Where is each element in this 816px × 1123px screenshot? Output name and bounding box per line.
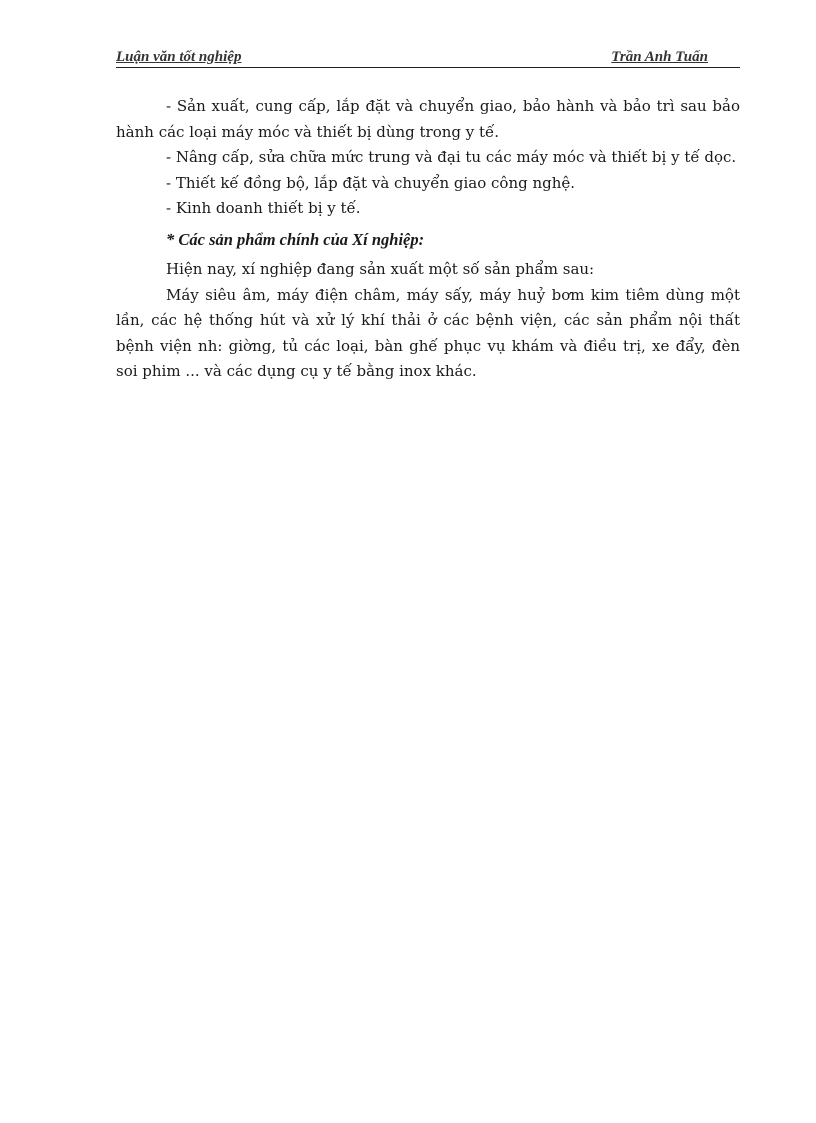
page-header xyxy=(116,49,740,68)
paragraph-trading: - Kinh doanh thiết bị y tế. xyxy=(166,199,361,217)
document-body xyxy=(116,94,740,385)
paragraph-products-intro: Hiện nay, xí nghiệp đang sản xuất một số sản phẩm sau: xyxy=(166,260,595,278)
header-thesis-label: Luận văn tốt nghiệp xyxy=(116,49,242,65)
header-author-name: Trần Anh Tuấn xyxy=(611,49,708,65)
paragraph-production-services: - Sản xuất, cung cấp, lắp đặt và chuyển giao, bảo hành và bảo trì sau bảo hành các loại máy móc và thiết bị dùng trong y tế. xyxy=(116,97,740,141)
paragraph-repair-upgrade: - Nâng cấp, sửa chữa mức trung và đại tu các máy móc và thiết bị y tế dọc. xyxy=(166,148,737,166)
paragraph-products-list: Máy siêu âm, máy điện châm, máy sấy, máy huỷ bơm kim tiêm dùng một lần, các hệ thống hút và xử lý khí thải ở các bệnh viện, các sản phẩm nội thất bệnh viện nh: giờng, tủ các loại, bàn ghế phục vụ khám và điều trị, xe đẩy, đèn soi phim ... và các dụng cụ y tế bằng inox khác. xyxy=(116,285,740,380)
section-heading-main-products: * Các sản phẩm chính của Xí nghiệp: xyxy=(166,229,425,249)
paragraph-design-install: - Thiết kế đồng bộ, lắp đặt và chuyển giao công nghệ. xyxy=(166,173,576,192)
